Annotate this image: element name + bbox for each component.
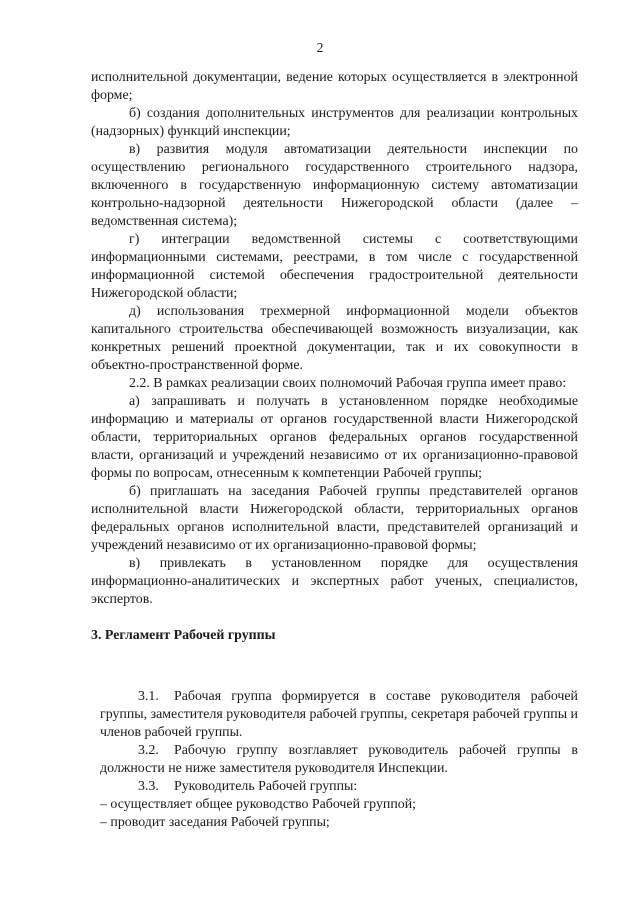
page-number: 2	[316, 40, 324, 55]
clause-number: 3.2.	[138, 743, 159, 758]
document-body	[91, 69, 578, 663]
clause-number: 3.3.	[138, 779, 159, 794]
paragraph-2-2: 2.2. В рамках реализации своих полномочий Рабочая группа имеет право:	[129, 376, 567, 391]
clause-text: Рабочая группа формируется в составе руководителя рабочей группы, заместителя руководителя рабочей группы, секретаря рабочей группы и членов рабочей группы.	[100, 689, 578, 740]
clause-3-3	[100, 778, 578, 796]
paragraph-item-v: в) развития модуля автоматизации деятельности инспекции по осуществлению регионального государственного строительного надзора, включенного в государственную информационную систему автоматизации контрольно-надзорной деятельности Нижегородской области (далее – ведомственная система);	[91, 142, 578, 229]
paragraph-item-g: г) интеграции ведомственной системы с соответствующими информационными системами, реестрами, в том числе с государственной информационной системой обеспечения градостроительной деятельности Нижегородской области;	[91, 232, 578, 301]
paragraph-continuation: исполнительной документации, ведение которых осуществляется в электронной форме;	[91, 70, 578, 103]
clause-3-2	[100, 742, 578, 778]
clause-number: 3.1.	[138, 689, 159, 704]
duty-line: – осуществляет общее руководство Рабочей группой;	[100, 797, 416, 812]
paragraph-right-b: б) приглашать на заседания Рабочей группы представителей органов исполнительной власти Нижегородской области, территориальных органов федеральных органов исполнительной власти, представителей организаций и учреждений независимо от их организационно-правовой формы;	[91, 484, 578, 553]
paragraph-right-a: а) запрашивать и получать в установленном порядке необходимые информацию и материалы от органов государственной власти Нижегородской области, территориальных органов федеральных органов государственной власти, организаций и учреждений независимо от их организационно-правовой формы по вопросам, отнесенным к компетенции Рабочей группы;	[91, 394, 578, 481]
paragraph-item-b: б) создания дополнительных инструментов для реализации контрольных (надзорных) функций инспекции;	[91, 106, 578, 139]
section-heading: 3. Регламент Рабочей группы	[91, 628, 276, 643]
regulation-section	[100, 688, 578, 832]
clause-3-1	[100, 688, 578, 742]
clause-text: Рабочую группу возглавляет руководитель рабочей группы в должности не ниже заместителя руководителя Инспекции.	[100, 743, 578, 776]
paragraph-right-v: в) привлекать в установленном порядке для осуществления информационно-аналитических и экспертных работ ученых, специалистов, экспертов.	[91, 556, 578, 607]
paragraph-item-d: д) использования трехмерной информационной модели объектов капитального строительства обеспечивающей возможность визуализации, как конкретных решений проектной документации, так и их совокупности в объектно-пространственной форме.	[91, 304, 578, 373]
clause-text: Руководитель Рабочей группы:	[174, 779, 358, 794]
duty-line: – проводит заседания Рабочей группы;	[100, 815, 330, 830]
